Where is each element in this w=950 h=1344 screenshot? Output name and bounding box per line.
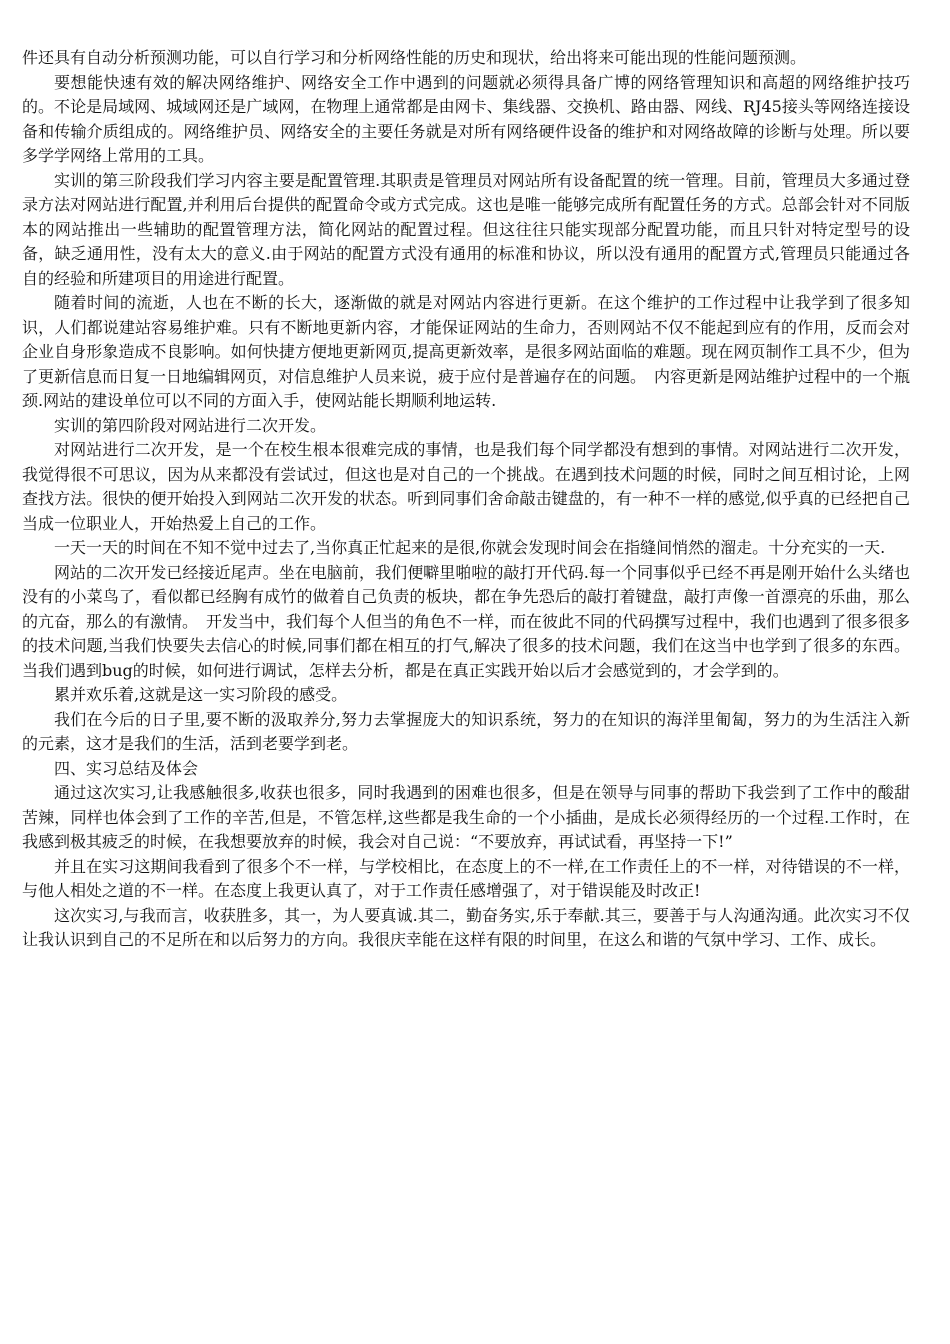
paragraph-6: 对网站进行二次开发，是一个在校生根本很难完成的事情，也是我们每个同学都没有想到的事情。对网站进行二次开发，我觉得很不可思议，因为从来都没有尝试过，但这也是对自己的一个挑战。在遇到技术问题的时候，同时之间互相讨论，上网查找方法。很快的便开始投入到网站二次开发的状态。听到同事们舍命敲击键盘的，有一种不一样的感觉,似乎真的已经把自己当成一位职业人，开始热爱上自己的工作。 xyxy=(22,440,910,533)
paragraph-9: 累并欢乐着,这就是这一实习阶段的感受。 xyxy=(54,685,348,704)
paragraph-4: 随着时间的流逝，人也在不断的长大，逐渐做的就是对网站内容进行更新。在这个维护的工作过程中让我学到了很多知识，人们都说建站容易维护难。只有不断地更新内容，才能保证网站的生命力，否则网站不仅不能起到应有的作用，反而会对企业自身形象造成不良影响。如何快捷方便地更新网页,提高更新效率，是很多网站面临的难题。现在网页制作工具不少，但为了更新信息而日复一日地编辑网页，对信息维护人员来说，疲于应付是普遍存在的问题。 内容更新是网站维护过程中的一个瓶颈.网站的建设单位可以不同的方面入手，使网站能长期顺利地运转. xyxy=(22,293,911,410)
paragraph-2: 要想能快速有效的解决网络维护、网络安全工作中遇到的问题就必须得具备广博的网络管理知识和高超的网络维护技巧的。不论是局域网、城域网还是广域网，在物理上通常都是由网卡、集线器、交换机、路由器、网线、RJ45接头等网络连接设备和传输介质组成的。网络维护员、网络安全的主要任务就是对所有网络硬件设备的维护和对网络故障的诊断与处理。所以要多学学网络上常用的工具。 xyxy=(22,72,910,165)
section-heading: 四、实习总结及体会 xyxy=(54,758,199,778)
paragraph-14: 这次实习,与我而言，收获胜多，其一，为人要真诚.其二，勤奋务实,乐于奉献.其三，要善于与人沟通沟通。此次实习不仅让我认识到自己的不足所在和以后努力的方向。我很庆幸能在这样有限的时间里，在这么和谐的气氛中学习、工作、成长。 xyxy=(22,905,910,949)
paragraph-10: 我们在今后的日子里,要不断的汲取养分,努力去掌握庞大的知识系统，努力的在知识的海洋里匍匐，努力的为生活注入新的元素，这才是我们的生活，活到老要学到老。 xyxy=(22,709,910,753)
paragraph-1: 件还具有自动分析预测功能，可以自行学习和分析网络性能的历史和现状，给出将来可能出现的性能问题预测。 xyxy=(22,48,807,67)
paragraph-5: 实训的第四阶段对网站进行二次开发。 xyxy=(54,415,327,435)
document-body xyxy=(22,46,910,953)
paragraph-12: 通过这次实习,让我感触很多,收获也很多，同时我遇到的困难也很多，但是在领导与同事的帮助下我尝到了工作中的酸甜苦辣，同样也体会到了工作的辛苦,但是，不管怎样,这些都是我生命的一个小插曲，是成长必须得经历的一个过程.工作时，在我感到极其疲乏的时候，在我想要放弃的时候，我会对自己说：“不要放弃，再试试看，再坚持一下!” xyxy=(22,783,910,851)
paragraph-3: 实训的第三阶段我们学习内容主要是配置管理.其职责是管理员对网站所有设备配置的统一管理。目前，管理员大多通过登录方法对网站进行配置,并利用后台提供的配置命令或方式完成。这也是唯一能够完成所有配置任务的方式。总部会针对不同版本的网站推出一些辅助的配置管理方法，简化网站的配置过程。但这往往只能实现部分配置功能，而且只针对特定型号的设备，缺乏通用性，没有太大的意义.由于网站的配置方式没有通用的标准和协议，所以没有通用的配置方式,管理员只能通过各自的经验和所建项目的用途进行配置。 xyxy=(22,170,910,288)
paragraph-7: 一天一天的时间在不知不觉中过去了,当你真正忙起来的是很,你就会发现时间会在指缝间悄然的溜走。十分充实的一天. xyxy=(54,538,886,557)
paragraph-8: 网站的二次开发已经接近尾声。坐在电脑前，我们便噼里啪啦的敲打开代码.每一个同事似乎已经不再是刚开始什么头绪也没有的小菜鸟了，看似都已经胸有成竹的做着自己负责的板块，都在争先恐后的敲打着键盘，敲打声像一首漂亮的乐曲，那么的亢奋，那么的有激情。 开发当中，我们每个人但当的角色不一样，而在彼此不同的代码撰写过程中，我们也遇到了很多很多的技术问题,当我们快要失去信心的时候,同事们都在相互的打气,解决了很多的技术问题，我们在这当中也学到了很多的东西。当我们遇到bug的时候，如何进行调试，怎样去分析，都是在真正实践开始以后才会感觉到的，才会学到的。 xyxy=(22,562,911,680)
paragraph-13: 并且在实习这期间我看到了很多个不一样，与学校相比，在态度上的不一样,在工作责任上的不一样，对待错误的不一样，与他人相处之道的不一样。在态度上我更认真了，对于工作责任感增强了，对于错误能及时改正! xyxy=(22,856,910,900)
